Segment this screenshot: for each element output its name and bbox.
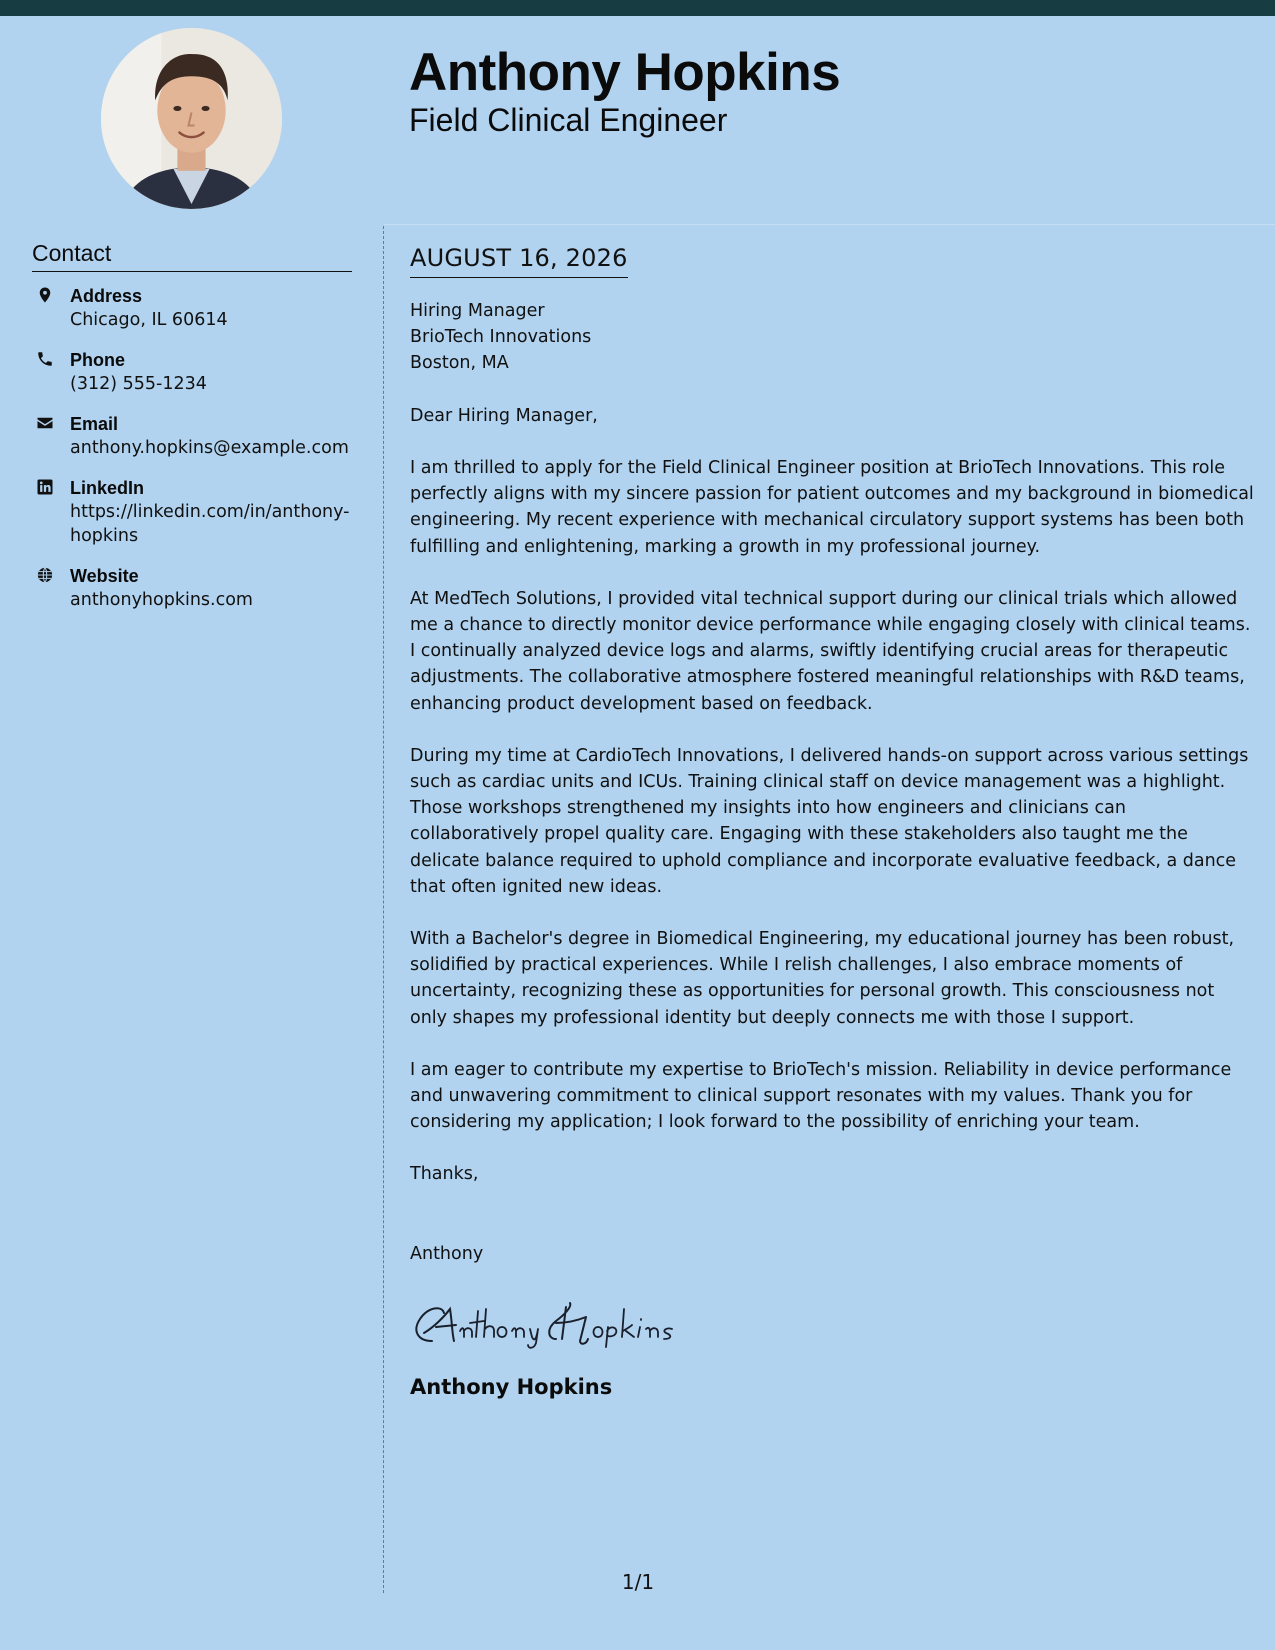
letter-paragraph: I am thrilled to apply for the Field Clinical Engineer position at BrioTech Innovations. This role perfectly aligns with my sincere passion for patient outcomes and my background in biomedical engineering. My recent experience with mechanical circulatory support systems has been both fulfilling and enlightening, marking a growth in my professional journey. xyxy=(410,458,1254,557)
phone-icon xyxy=(32,348,70,370)
recipient-block xyxy=(410,298,1255,376)
contact-item-linkedin xyxy=(32,476,352,548)
contact-label: Website xyxy=(70,566,139,586)
candidate-name: Anthony Hopkins xyxy=(409,43,841,102)
handwritten-signature xyxy=(410,1297,680,1351)
header-divider xyxy=(384,224,1275,225)
top-accent-bar xyxy=(0,0,1275,16)
letter-paragraph: During my time at CardioTech Innovations, I delivered hands-on support across various settings such as cardiac units and ICUs. Training clinical staff on device management was a highlight. Those workshops strengthened my insights into how engineers and clinicians can collaboratively propel quality care. Engaging with these stakeholders also taught me the delicate balance required to uphold compliance and incorporate evaluative feedback, a dance that often ignited new ideas. xyxy=(410,745,1249,897)
contact-label: Address xyxy=(70,286,143,306)
candidate-title: Field Clinical Engineer xyxy=(409,102,728,138)
profile-photo xyxy=(101,28,282,209)
contact-item-website xyxy=(32,564,352,612)
letter-paragraph: With a Bachelor's degree in Biomedical Engineering, my educational journey has been robust, solidified by practical experiences. While I relish challenges, I also embrace moments of uncertainty, recognizing these as opportunities for personal growth. This consciousness not only shapes my professional identity but deeply connects me with those I support. xyxy=(410,929,1235,1028)
contact-heading: Contact xyxy=(32,240,352,272)
signature-drawing xyxy=(410,1297,680,1351)
linkedin-value[interactable]: https://linkedin.com/in/anthony-hopkins xyxy=(70,502,350,546)
website-value[interactable]: anthonyhopkins.com xyxy=(70,590,253,610)
recipient-line: BrioTech Innovations xyxy=(410,327,592,347)
signoff-name: Anthony xyxy=(410,1244,484,1265)
contact-item-address xyxy=(32,284,352,332)
recipient-line: Hiring Manager xyxy=(410,301,545,321)
contact-item-phone xyxy=(32,348,352,396)
profile-photo-illustration xyxy=(101,28,282,209)
letter-paragraph: At MedTech Solutions, I provided vital technical support during our clinical trials which allowed me a chance to directly monitor device performance while engaging closely with clinical teams. I continually analyzed device logs and alarms, swiftly identifying crucial areas for therapeutic adjustments. The collaborative atmosphere fostered meaningful relationships with R&D teams, enhancing product development based on feedback. xyxy=(410,588,1251,714)
contact-label: Email xyxy=(70,414,119,434)
typed-name: Anthony Hopkins xyxy=(410,1375,613,1400)
phone-value: (312) 555-1234 xyxy=(70,374,207,394)
recipient-line: Boston, MA xyxy=(410,353,509,373)
salutation: Dear Hiring Manager, xyxy=(410,406,598,426)
address-value: Chicago, IL 60614 xyxy=(70,310,228,330)
linkedin-icon xyxy=(32,476,70,498)
contact-sidebar xyxy=(32,240,352,628)
letter-date: AUGUST 16, 2026 xyxy=(410,242,628,278)
letter-paragraph: I am eager to contribute my expertise to BrioTech's mission. Reliability in device performance and unwavering commitment to clinical support resonates with my values. Thank you for considering my application; I look forward to the possibility of enriching your team. xyxy=(410,1059,1232,1133)
envelope-icon xyxy=(32,412,70,434)
contact-item-email xyxy=(32,412,352,460)
contact-label: LinkedIn xyxy=(70,478,145,498)
map-pin-icon xyxy=(32,284,70,306)
closing: Thanks, xyxy=(410,1164,479,1185)
contact-label: Phone xyxy=(70,350,126,370)
email-value[interactable]: anthony.hopkins@example.com xyxy=(70,438,349,458)
column-divider xyxy=(383,226,384,1593)
page-number: 1/1 xyxy=(621,1570,655,1594)
letter-body xyxy=(410,242,1255,1401)
globe-icon xyxy=(32,564,70,586)
